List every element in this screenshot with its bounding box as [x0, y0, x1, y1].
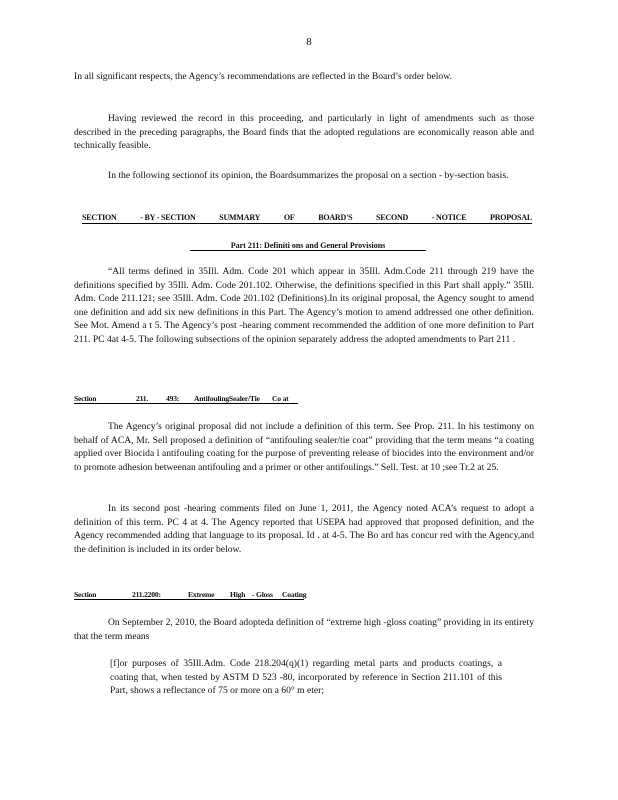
- heading-word: Co at: [272, 394, 289, 403]
- heading-word: Extreme: [188, 590, 215, 599]
- block-quote-definition: [f]or purposes of 35Ill.Adm. Code 218.204(q)(1) regarding metal parts and products coatings, a coating that, when tested by ASTM D 523 -80, incorporated by reference in Section 211.101 of this Part, shows a reflectance of 75 or more on a 60° m eter;: [110, 658, 502, 697]
- heading-word: Coating: [282, 590, 307, 599]
- heading-word: - Gloss: [252, 590, 273, 599]
- heading-word: 493:: [166, 394, 180, 403]
- paragraph-extreme-high-gloss: On September 2, 2010, the Board adopteda definition of “extreme high -gloss coating” providing in its entirety that the term means: [74, 617, 534, 642]
- section-heading-extreme-high-gloss: [74, 590, 534, 599]
- part-heading: Part 211: Definiti ons and General Provisions: [190, 241, 426, 251]
- paragraph-post-hearing-comments: In its second post -hearing comments filed on June 1, 2011, the Agency noted ACA’s request to adopt a definition of this term. PC 4 at 4. The Agency reported that USEPA had approved that proposed definition, and the Agency recommended adding that language to its proposal. Id . at 4-5. The Bo ard has concur red with the Agency,and the definition is included in its order below.: [74, 503, 534, 555]
- paragraph-antifouling-definition: The Agency’s original proposal did not include a definition of this term. See Prop. 211. In his testimony on behalf of ACA, Mr. Sell proposed a definition of “antifouling sealer/tie coat” providing that the term means “a coating applied over Biocida l antifouling coating for the purpose of preventing release of biocides into the environment and/or to promote adhesion betweenan antifouling and a primer or other antifoulings.” Sell. Test. at 10 ;see Tr.2 at 25.: [74, 421, 534, 473]
- heading-word: AntifoulingSealer/Tie: [194, 394, 260, 403]
- paragraph-agency-recommendations: In all significant respects, the Agency’s recommendations are reflected in the Board’s order below.: [74, 71, 452, 82]
- heading-word: Section: [74, 590, 97, 599]
- paragraph-part-211-definitions: “All terms defined in 35Ill. Adm. Code 201 which appear in 35Ill. Adm.Code 211 through 219 have the definitions specified by 35Ill. Adm. Code 201.102. Otherwise, the definitions specified in this Part shall apply.” 35Ill. Adm. Code 211.121; see 35Ill. Adm. Code 201.102 (Definitions).In its original proposal, the Agency sought to amend one definition and add six new definitions in this Part. The Agency’s motion to amend addressed one other definition. See Mot. Amend a t 5. The Agency’s post -hearing comment recommended the addition of one more definition to Part 211. PC 4at 4-5. The following subsections of the opinion separately address the adopted amendments to Part 211 .: [74, 266, 534, 345]
- heading-word: SUMMARY: [219, 213, 261, 222]
- heading-word: - BY - SECTION: [140, 213, 196, 222]
- heading-word: OF: [283, 213, 295, 222]
- heading-word: SECOND: [375, 213, 409, 222]
- main-section-heading: [82, 213, 532, 224]
- heading-word: 211.: [136, 394, 149, 403]
- page-number: 8: [306, 36, 312, 48]
- section-heading-antifouling: [74, 394, 534, 403]
- paragraph-summary-intro: In the following sectionof its opinion, the Boardsummarizes the proposal on a section - by-section basis.: [108, 170, 509, 181]
- heading-word: BOARD'S: [318, 213, 353, 222]
- heading-word: High: [230, 590, 246, 599]
- heading-word: - NOTICE: [431, 213, 467, 222]
- heading-word: SECTION: [82, 213, 117, 222]
- heading-word: 211.2200:: [132, 590, 161, 599]
- heading-word: PROPOSAL: [490, 213, 532, 222]
- heading-word: Section: [74, 394, 97, 403]
- paragraph-board-finding: Having reviewed the record in this proceeding, and particularly in light of amendments such as those described in the preceding paragraphs, the Board finds that the adopted regulations are economically reason able and technically feasible.: [74, 113, 534, 152]
